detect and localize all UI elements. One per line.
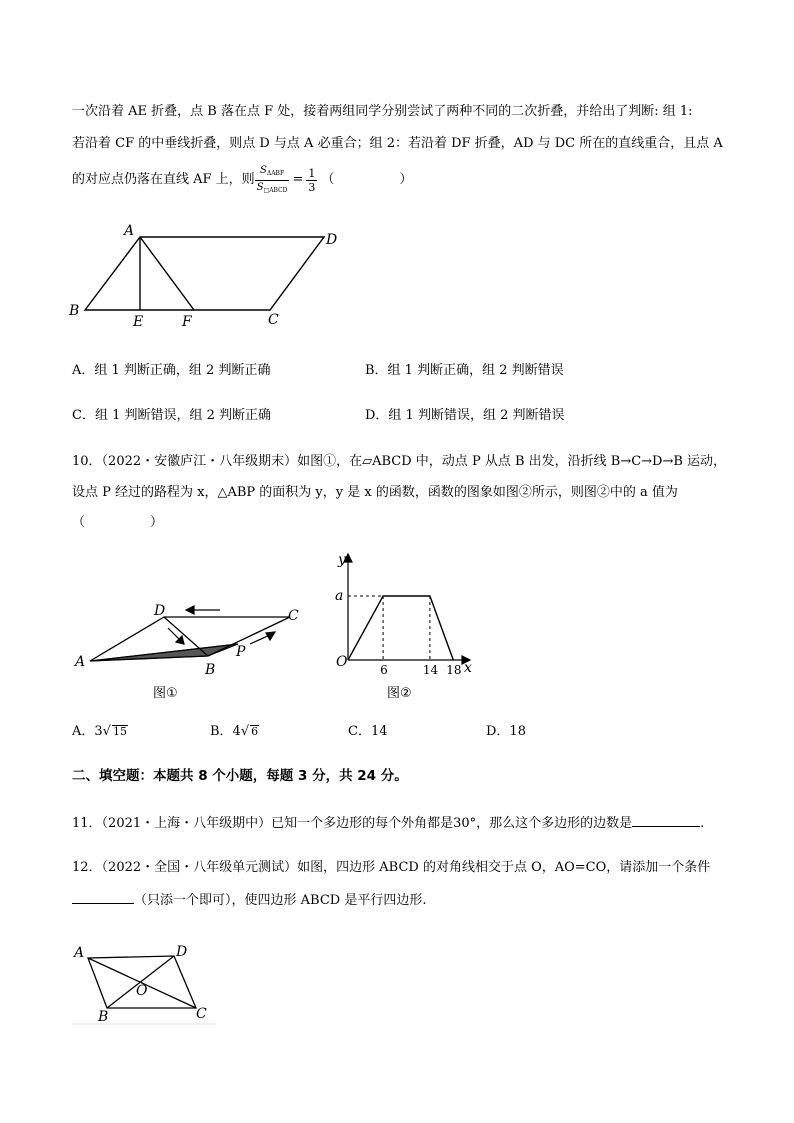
x-tick-label-6: 6 bbox=[380, 663, 388, 677]
label-e: E bbox=[133, 314, 144, 330]
q10-option-a[interactable] bbox=[72, 724, 128, 740]
x-tick-label-18: 18 bbox=[446, 663, 462, 677]
graph-series-line bbox=[348, 596, 453, 660]
q9-answer-paren: （ ） bbox=[321, 172, 413, 187]
label-p-fig1: P bbox=[236, 644, 246, 660]
frac-num-sub: ΔABF bbox=[266, 169, 285, 177]
graph-tick-labels bbox=[380, 663, 461, 677]
label-c-fig1: C bbox=[288, 608, 299, 624]
frac-den-sub: □ABCD bbox=[263, 186, 288, 194]
ratio-num: 1 bbox=[308, 166, 316, 180]
q12-quadrilateral-figure bbox=[70, 940, 220, 1028]
graph-guides bbox=[348, 596, 430, 660]
equals-sign: = bbox=[292, 172, 304, 187]
ratio-den: 3 bbox=[308, 180, 316, 194]
area-ratio-fraction bbox=[255, 164, 290, 197]
label-c: C bbox=[268, 312, 279, 328]
q9-line-2: 若沿着 CF 的中垂线折叠，则点 D 与点 A 必重合；组 2：若沿着 DF 折叠，AD 与 DC 所在的直线重合，且点 A bbox=[72, 136, 723, 151]
label-a-tick: a bbox=[335, 588, 344, 604]
figure-2-caption: 图② bbox=[387, 686, 412, 701]
q11-end: . bbox=[700, 816, 705, 831]
segment-af bbox=[140, 237, 194, 310]
q10-option-b-radicand: 6 bbox=[251, 725, 259, 738]
q10-option-a-radicand: 15 bbox=[112, 725, 127, 738]
q10-figure-1 bbox=[70, 598, 310, 680]
q9-parallelogram-figure bbox=[64, 222, 354, 332]
sqrt-icon: √ bbox=[102, 724, 111, 739]
q10-option-b-prefix: B．4 bbox=[210, 724, 241, 739]
q9-option-c[interactable]: C．组 1 判断错误，组 2 判断正确 bbox=[72, 408, 272, 423]
label-d-q12: D bbox=[176, 944, 188, 960]
q12-line-2-suffix: （只添一个即可），使四边形 ABCD 是平行四边形. bbox=[134, 893, 427, 908]
q11-answer-blank[interactable] bbox=[632, 814, 700, 827]
label-d: D bbox=[326, 232, 338, 248]
label-o-q12: O bbox=[136, 983, 148, 999]
label-b-q12: B bbox=[98, 1009, 109, 1025]
motion-arrows bbox=[168, 606, 275, 644]
frac-num-s: S bbox=[260, 164, 267, 176]
q9-figure-lines bbox=[85, 237, 324, 310]
figure-1-caption: 图① bbox=[153, 686, 178, 701]
q11-text: 11．（2021・上海・八年级期中）已知一个多边形的每个外角都是30°，那么这个多边形的边数是 bbox=[72, 816, 633, 831]
label-origin: O bbox=[336, 654, 348, 670]
arrow-p-forward-head bbox=[266, 632, 275, 640]
label-b: B bbox=[69, 303, 80, 319]
q9-option-d[interactable]: D．组 1 判断错误，组 2 判断错误 bbox=[365, 408, 565, 423]
arrow-c-to-d-head bbox=[186, 606, 194, 614]
axes bbox=[344, 554, 470, 664]
label-d-fig1: D bbox=[154, 603, 166, 619]
label-a-q12: A bbox=[74, 945, 85, 961]
label-b-fig1: B bbox=[205, 662, 216, 678]
q9-line-3 bbox=[72, 166, 412, 194]
q9-line-1: 一次沿着 AE 折叠，点 B 落在点 F 处，接着两组同学分别尝试了两种不同的二次折叠，并给出了判断: 组 1: bbox=[72, 104, 693, 119]
q10-figure-2-graph bbox=[330, 548, 480, 678]
label-a: A bbox=[124, 223, 135, 239]
label-x-axis: x bbox=[464, 660, 472, 676]
q9-line-3-prefix: 的对应点仍落在直线 AF 上，则 bbox=[72, 172, 255, 187]
q9-option-b[interactable]: B．组 1 判断正确，组 2 判断错误 bbox=[365, 363, 564, 378]
label-f: F bbox=[182, 314, 192, 330]
label-a-fig1: A bbox=[75, 654, 86, 670]
q11-line bbox=[72, 814, 704, 832]
q10-line-2: 设点 P 经过的路程为 x，△ABP 的面积为 y，y 是 x 的函数，函数的图象如图②所示，则图②中的 a 值为 bbox=[72, 485, 678, 500]
q10-line-3: （ ） bbox=[72, 515, 164, 530]
q12-answer-blank[interactable] bbox=[72, 891, 134, 904]
one-third-fraction bbox=[306, 167, 317, 194]
q10-option-d[interactable]: D．18 bbox=[486, 724, 526, 739]
q10-option-c[interactable]: C．14 bbox=[348, 724, 388, 739]
parallelogram-abcd bbox=[85, 237, 324, 310]
sqrt-icon: √ bbox=[240, 724, 250, 739]
label-c-q12: C bbox=[196, 1006, 207, 1022]
q10-option-b[interactable] bbox=[210, 724, 259, 740]
label-y-axis: y bbox=[338, 552, 346, 568]
q12-line-2 bbox=[72, 891, 426, 909]
diagonal-bd bbox=[107, 956, 174, 1008]
q10-option-a-prefix: A．3 bbox=[72, 724, 103, 739]
frac-den-s: S bbox=[256, 181, 264, 193]
q9-option-a[interactable]: A．组 1 判断正确，组 2 判断正确 bbox=[72, 363, 271, 378]
q10-line-1: 10．（2022・安徽庐江・八年级期末）如图①，在▱ABCD 中，动点 P 从点 B 出发，沿折线 B→C→D→B 运动， bbox=[72, 454, 727, 469]
section-2-heading: 二、填空题：本题共 8 个小题，每题 3 分，共 24 分。 bbox=[72, 768, 408, 784]
x-tick-label-14: 14 bbox=[422, 663, 439, 677]
q12-line-1: 12．（2022・全国・八年级单元测试）如图，四边形 ABCD 的对角线相交于点 O，AO=CO，请添加一个条件 bbox=[72, 860, 711, 875]
